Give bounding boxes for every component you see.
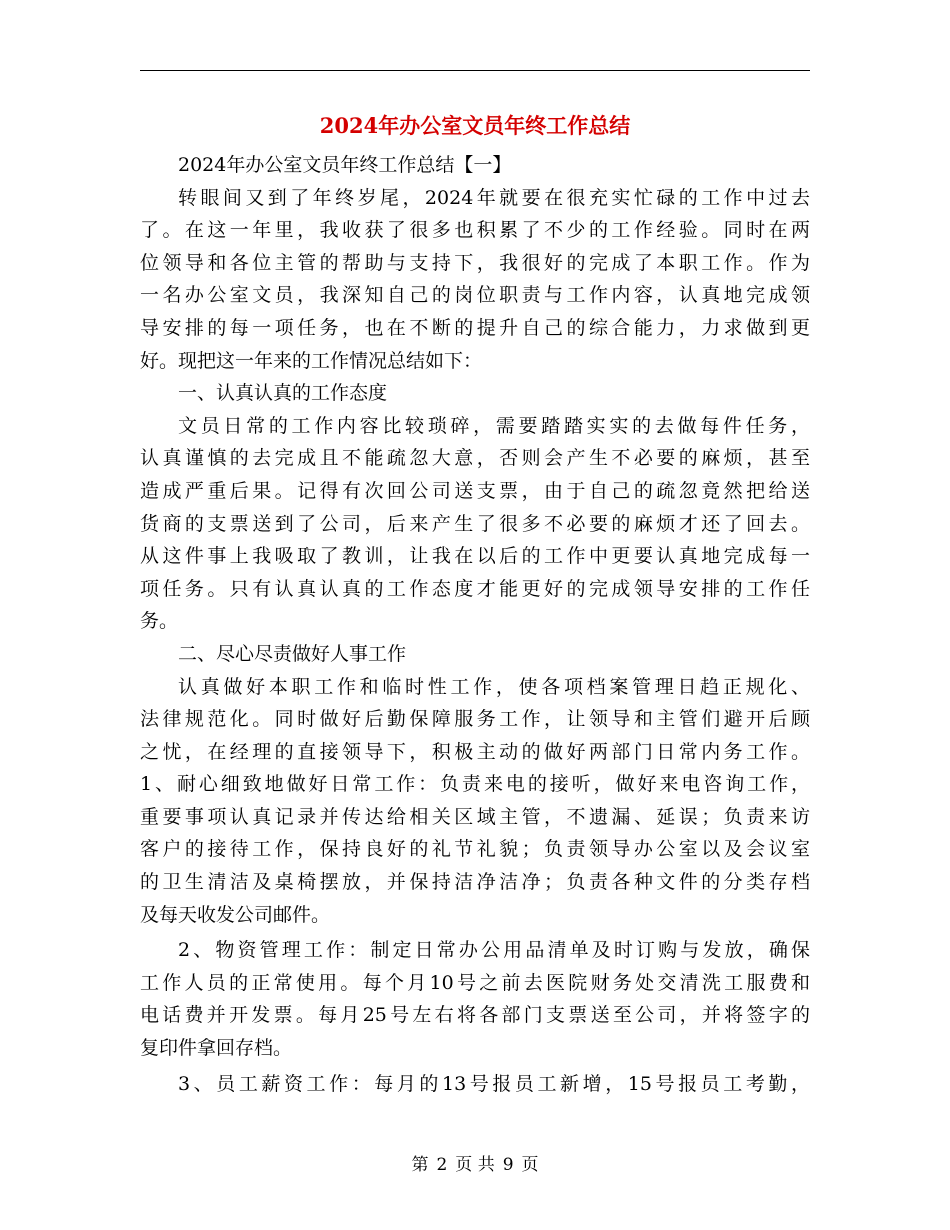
header-rule bbox=[140, 70, 810, 71]
text-line: 转眼间又到了年终岁尾，2024年就要在很充实忙碌的工作中过去 bbox=[178, 186, 810, 209]
text-line: 一名办公室文员，我深知自己的岗位职责与工作内容，认真地完成领 bbox=[140, 284, 810, 307]
text-line: 的卫生清洁及桌椅摆放，并保持洁净洁净；负责各种文件的分类存档 bbox=[140, 871, 810, 894]
text-line: 认真谨慎的去完成且不能疏忽大意，否则会产生不必要的麻烦，甚至 bbox=[140, 447, 810, 470]
text-line: 项任务。只有认真认真的工作态度才能更好的完成领导安排的工作任 bbox=[140, 577, 810, 600]
text-line: 1、耐心细致地做好日常工作：负责来电的接听，做好来电咨询工作， bbox=[140, 773, 810, 796]
text-line: 工作人员的正常使用。每个月10号之前去医院财务处交清洗工服费和 bbox=[140, 971, 810, 994]
text-line: 客户的接待工作，保持良好的礼节礼貌；负责领导办公室以及会议室 bbox=[140, 838, 810, 861]
text-line: 2、物资管理工作：制定日常办公用品清单及时订购与发放，确保 bbox=[178, 939, 810, 962]
text-line: 文员日常的工作内容比较琐碎，需要踏踏实实的去做每件任务， bbox=[178, 414, 810, 437]
text-line: 务。 bbox=[140, 610, 179, 633]
text-line: 造成严重后果。记得有次回公司送支票，由于自己的疏忽竟然把给送 bbox=[140, 479, 810, 502]
text-line: 从这件事上我吸取了教训，让我在以后的工作中更要认真地完成每一 bbox=[140, 545, 810, 568]
text-line: 复印件拿回存档。 bbox=[140, 1037, 293, 1060]
page-footer bbox=[140, 1153, 810, 1177]
current-page-number: 2 bbox=[436, 1155, 448, 1175]
text-line: 及每天收发公司邮件。 bbox=[140, 903, 331, 926]
text-line: 导安排的每一项任务，也在不断的提升自己的综合能力，力求做到更 bbox=[140, 316, 810, 339]
text-line: 好。现把这一年来的工作情况总结如下： bbox=[140, 349, 483, 372]
text-line: 一、认真认真的工作态度 bbox=[178, 382, 388, 405]
total-pages-number: 9 bbox=[502, 1155, 514, 1175]
text-line: 二、尽心尽责做好人事工作 bbox=[178, 642, 407, 665]
text-line: 3、员工薪资工作：每月的13号报员工新增，15号报员工考勤， bbox=[178, 1072, 810, 1095]
text-line: 认真做好本职工作和临时性工作，使各项档案管理日趋正规化、 bbox=[178, 675, 810, 698]
text-line: 电话费并开发票。每月25号左右将各部门支票送至公司，并将签字的 bbox=[140, 1004, 810, 1027]
text-line: 货商的支票送到了公司，后来产生了很多不必要的麻烦才还了回去。 bbox=[140, 512, 810, 535]
text-line: 位领导和各位主管的帮助与支持下，我很好的完成了本职工作。作为 bbox=[140, 251, 810, 274]
document-body bbox=[140, 149, 810, 1100]
footer-suffix: 页 bbox=[521, 1155, 539, 1175]
footer-mid: 页 共 bbox=[455, 1155, 495, 1175]
text-line: 之忧，在经理的直接领导下，积极主动的做好两部门日常内务工作。 bbox=[140, 740, 810, 763]
text-line: 了。在这一年里，我收获了很多也积累了不少的工作经验。同时在两 bbox=[140, 219, 810, 242]
text-line: 2024年办公室文员年终工作总结【一】 bbox=[178, 154, 512, 176]
footer-prefix: 第 bbox=[411, 1155, 429, 1175]
document-title: 2024年办公室文员年终工作总结 bbox=[319, 113, 631, 138]
text-line: 法律规范化。同时做好后勤保障服务工作，让领导和主管们避开后顾 bbox=[140, 708, 810, 731]
text-line: 重要事项认真记录并传达给相关区域主管，不遗漏、延误；负责来访 bbox=[140, 805, 810, 828]
